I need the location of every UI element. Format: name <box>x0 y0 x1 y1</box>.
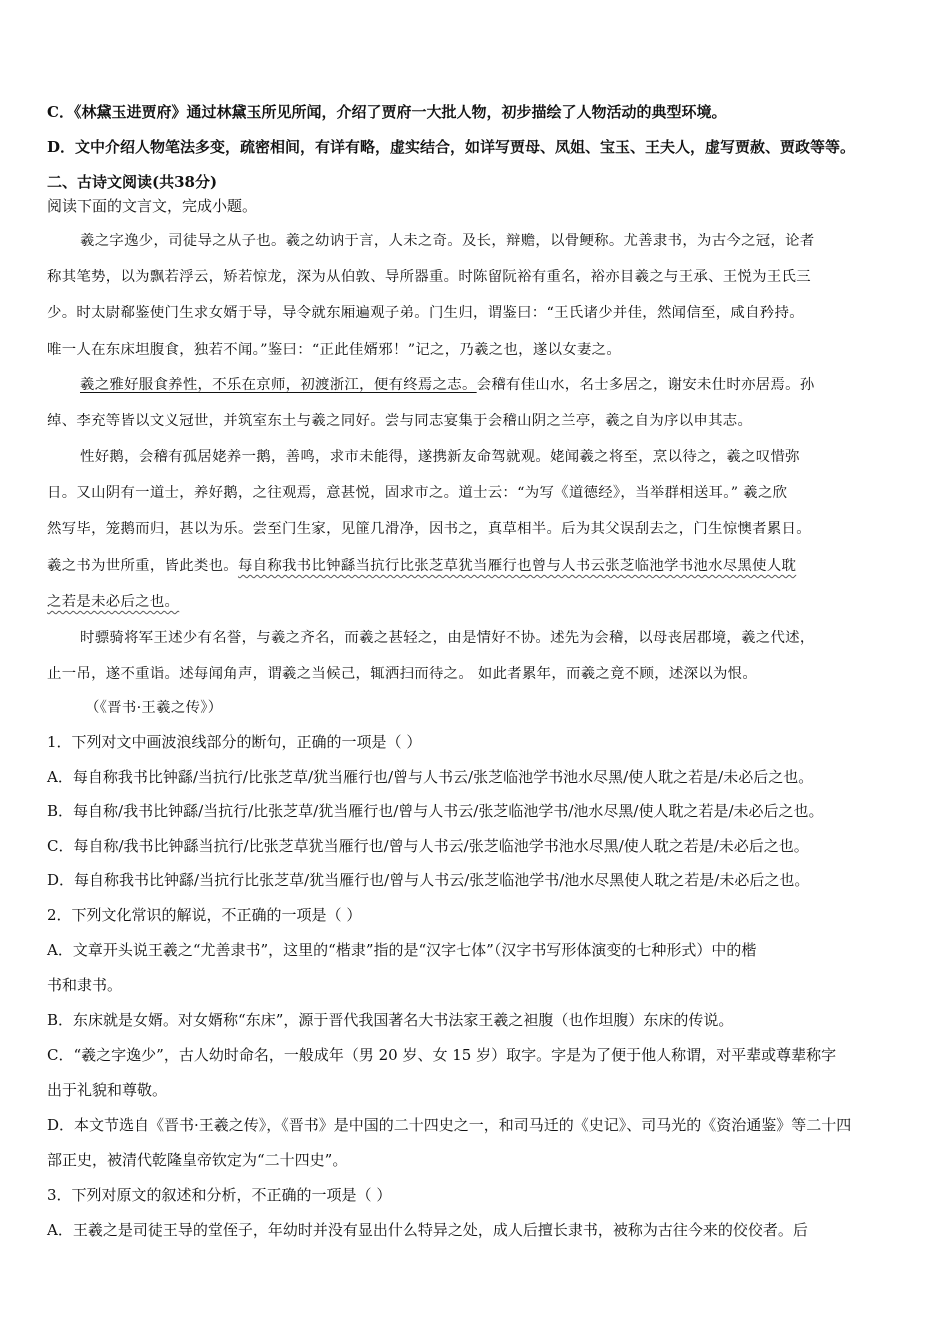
answer-option: 部正史，被清代乾隆皇帝钦定为“二十四史”。 <box>47 1151 348 1169</box>
passage-line: 日。又山阴有一道士，养好鹅，之往观焉，意甚悦，固求市之。道士云：“为写《道德经》，当举群相送耳。” 羲之欣 <box>47 485 788 501</box>
section-heading: 二、古诗文阅读(共38分) <box>47 173 218 191</box>
answer-option: 书和隶书。 <box>47 976 123 994</box>
underlined-sentence: 羲之雅好服食养性，不乐在京师，初渡浙江，便有终焉之志。 <box>80 377 477 393</box>
answer-option: 出于礼貌和尊敬。 <box>47 1081 168 1099</box>
passage-line: 少。时太尉郗鉴使门生求女婿于导，导令就东厢遍观子弟。门生归，谓鉴曰：“王氏诸少并佳，然闻信至，咸自矜持。 <box>47 305 804 321</box>
question-stem: 3．下列对原文的叙述和分析，不正确的一项是（ ） <box>47 1186 392 1204</box>
option-line: C．《林黛玉进贾府》通过林黛玉所见所闻，介绍了贾府一大批人物，初步描绘了人物活动的典型环境。 <box>47 103 727 121</box>
wavy-underlined-text: 之若是未必后之也。 <box>47 594 180 610</box>
answer-option: B．每自称/我书比钟繇/当抗行/比张芝草/犹当雁行也/曾与人书云/张芝临池学书/池水尽黑/使人耽之若是/未必后之也。 <box>47 802 824 820</box>
passage-line: 称其笔势，以为飘若浮云，矫若惊龙，深为从伯敦、导所器重。时陈留阮裕有重名，裕亦目羲之与王承、王悦为王氏三 <box>47 269 811 285</box>
answer-option: C．“羲之字逸少”，古人幼时命名，一般成年（男 20 岁、女 15 岁）取字。字是为了便于他人称谓，对平辈或尊辈称字 <box>47 1046 837 1064</box>
answer-option: A．文章开头说王羲之“尤善隶书”，这里的“楷隶”指的是“汉字七体”（汉字书写形体演变的七种形式）中的楷 <box>47 941 757 959</box>
passage-line <box>80 375 815 395</box>
passage-line: 羲之字逸少，司徒导之从子也。羲之幼讷于言，人未之奇。及长，辩赡，以骨鲠称。尤善隶书，为古今之冠，论者 <box>80 233 815 249</box>
answer-option: A．王羲之是司徒王导的堂侄子，年幼时并没有显出什么特异之处，成人后擅长隶书，被称为古往今来的佼佼者。后 <box>47 1221 808 1239</box>
question-stem: 2．下列文化常识的解说，不正确的一项是（ ） <box>47 906 362 924</box>
passage-line: 唯一人在东床坦腹食，独若不闻。”鉴曰：“正此佳婿邪！”记之，乃羲之也，遂以女妻之。 <box>47 342 622 358</box>
question-stem: 1．下列对文中画波浪线部分的断句，正确的一项是（ ） <box>47 733 422 751</box>
passage-text: 羲之书为世所重，皆此类也。 <box>47 558 238 574</box>
answer-option: D．本文节选自《晋书·王羲之传》，《晋书》是中国的二十四史之一，和司马迁的《史记》、司马光的《资治通鉴》等二十四 <box>47 1116 852 1134</box>
passage-line: 性好鹅，会稽有孤居姥养一鹅，善鸣，求市未能得，遂携新友命驾就观。姥闻羲之将至，烹以待之，羲之叹惜弥 <box>80 449 800 465</box>
answer-option: D．每自称我书比钟繇/当抗行比张芝草/犹当雁行也/曾与人书云/张芝临池学书/池水尽黑使人耽之若是/未必后之也。 <box>47 871 810 889</box>
source-citation: （《晋书·王羲之传》） <box>85 700 223 716</box>
answer-option: B．东床就是女婿。对女婿称“东床”，源于晋代我国著名大书法家王羲之袒腹（也作坦腹）东床的传说。 <box>47 1011 734 1029</box>
passage-line <box>47 556 796 576</box>
answer-option: A．每自称我书比钟繇/当抗行/比张芝草/犹当雁行也/曾与人书云/张芝临池学书池水尽黑/使人耽之若是/未必后之也。 <box>47 768 814 786</box>
passage-line: 绰、李充等皆以文义冠世，并筑室东土与羲之同好。尝与同志宴集于会稽山阴之兰亭，羲之自为序以申其志。 <box>47 413 753 429</box>
passage-text: 会稽有佳山水，名士多居之，谢安未仕时亦居焉。孙 <box>476 377 815 393</box>
answer-option: C．每自称/我书比钟繇当抗行/比张芝草犹当雁行也/曾与人书云/张芝临池学书池水尽黑/使人耽之若是/未必后之也。 <box>47 837 809 855</box>
passage-line <box>47 592 179 612</box>
option-line: D．文中介绍人物笔法多变，疏密相间，有详有略，虚实结合，如详写贾母、凤姐、宝玉、王夫人，虚写贾赦、贾政等等。 <box>47 138 856 156</box>
passage-line: 止一吊，遂不重诣。述每闻角声，谓羲之当候己，辄洒扫而待之。 如此者累年，而羲之竟不顾，述深以为恨。 <box>47 666 758 682</box>
passage-line: 然写毕，笼鹅而归，甚以为乐。尝至门生家，见篚几滑净，因书之，真草相半。后为其父误刮去之，门生惊懊者累日。 <box>47 521 811 537</box>
instruction-text: 阅读下面的文言文，完成小题。 <box>47 197 258 215</box>
wavy-underlined-text: 每自称我书比钟繇当抗行比张芝草犹当雁行也曾与人书云张芝临池学书池水尽黑使人耽 <box>237 558 797 574</box>
passage-line: 时骠骑将军王述少有名誉，与羲之齐名，而羲之甚轻之，由是情好不协。述先为会稽，以母丧居郡境，羲之代述， <box>80 630 815 646</box>
